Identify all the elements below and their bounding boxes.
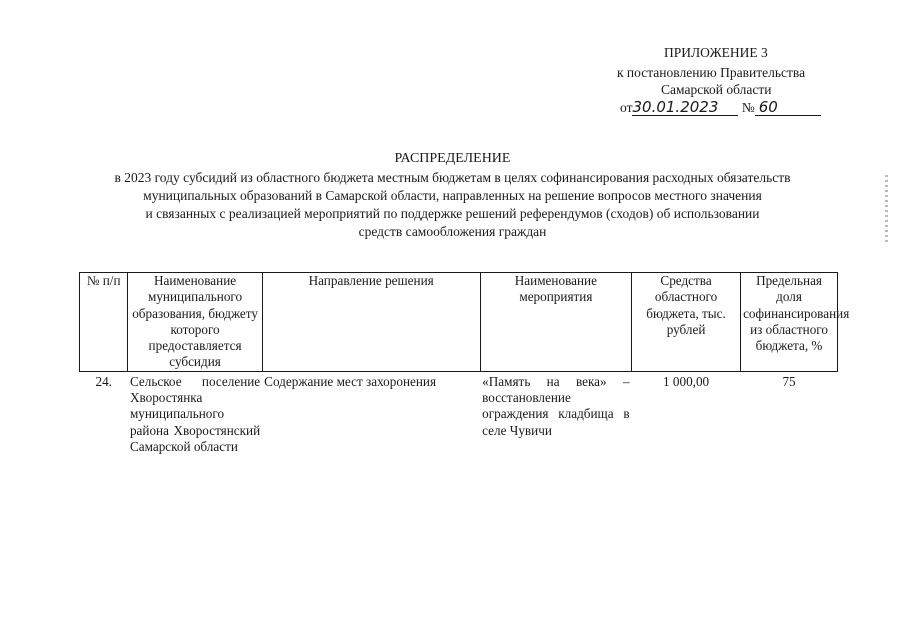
annex-title: ПРИЛОЖЕНИЕ 3 (664, 45, 768, 60)
annex-date-number (620, 100, 821, 116)
header-municipality: Наименование муниципального образования, бюджету которого предоставляется субсидия (128, 273, 262, 372)
row-event: «Память на века» – восстановление ограждения кладбища в селе Чувичи (482, 373, 630, 438)
header-share: Предельная доля софинансирования из областного бюджета, % (741, 273, 838, 372)
header-direction: Направление решения (262, 273, 480, 372)
number-prefix: № (741, 100, 755, 115)
row-direction: Содержание мест захоронения (264, 373, 437, 389)
row-share: 75 (782, 373, 796, 389)
header-funds: Средства областного бюджета, тыс. рублей (632, 273, 741, 372)
row-number: 24. (95, 373, 112, 389)
row-municipality: Сельское поселение Хворостянка муниципального района Хворостянский Самарской области (129, 373, 261, 454)
annex-authority: Самарской области (661, 82, 772, 97)
handwritten-date: 30.01.2023 (632, 100, 738, 116)
header-number: № п/п (80, 273, 128, 372)
table-header-row (80, 273, 838, 372)
scan-edge-mark (885, 175, 888, 245)
subtitle-line-4: средств самообложения граждан (358, 224, 547, 239)
handwritten-number: 60 (755, 100, 821, 116)
subtitle-line-3: и связанных с реализацией мероприятий по поддержке решений референдумов (сходов) об использовании (145, 206, 760, 221)
annex-reference: к постановлению Правительства (617, 65, 806, 80)
row-funds: 1 000,00 (662, 373, 710, 389)
table-row (80, 371, 838, 455)
header-event: Наименование мероприятия (480, 273, 631, 372)
document-heading: РАСПРЕДЕЛЕНИЕ (394, 151, 511, 166)
subtitle-line-1: в 2023 году субсидий из областного бюджета местным бюджетам в целях софинансирования расходных обязательств (114, 170, 791, 185)
subsidy-table (79, 272, 850, 455)
date-prefix: от (620, 100, 633, 115)
subtitle-line-2: муниципальных образований в Самарской области, направленных на решение вопросов местного значения (143, 188, 762, 203)
